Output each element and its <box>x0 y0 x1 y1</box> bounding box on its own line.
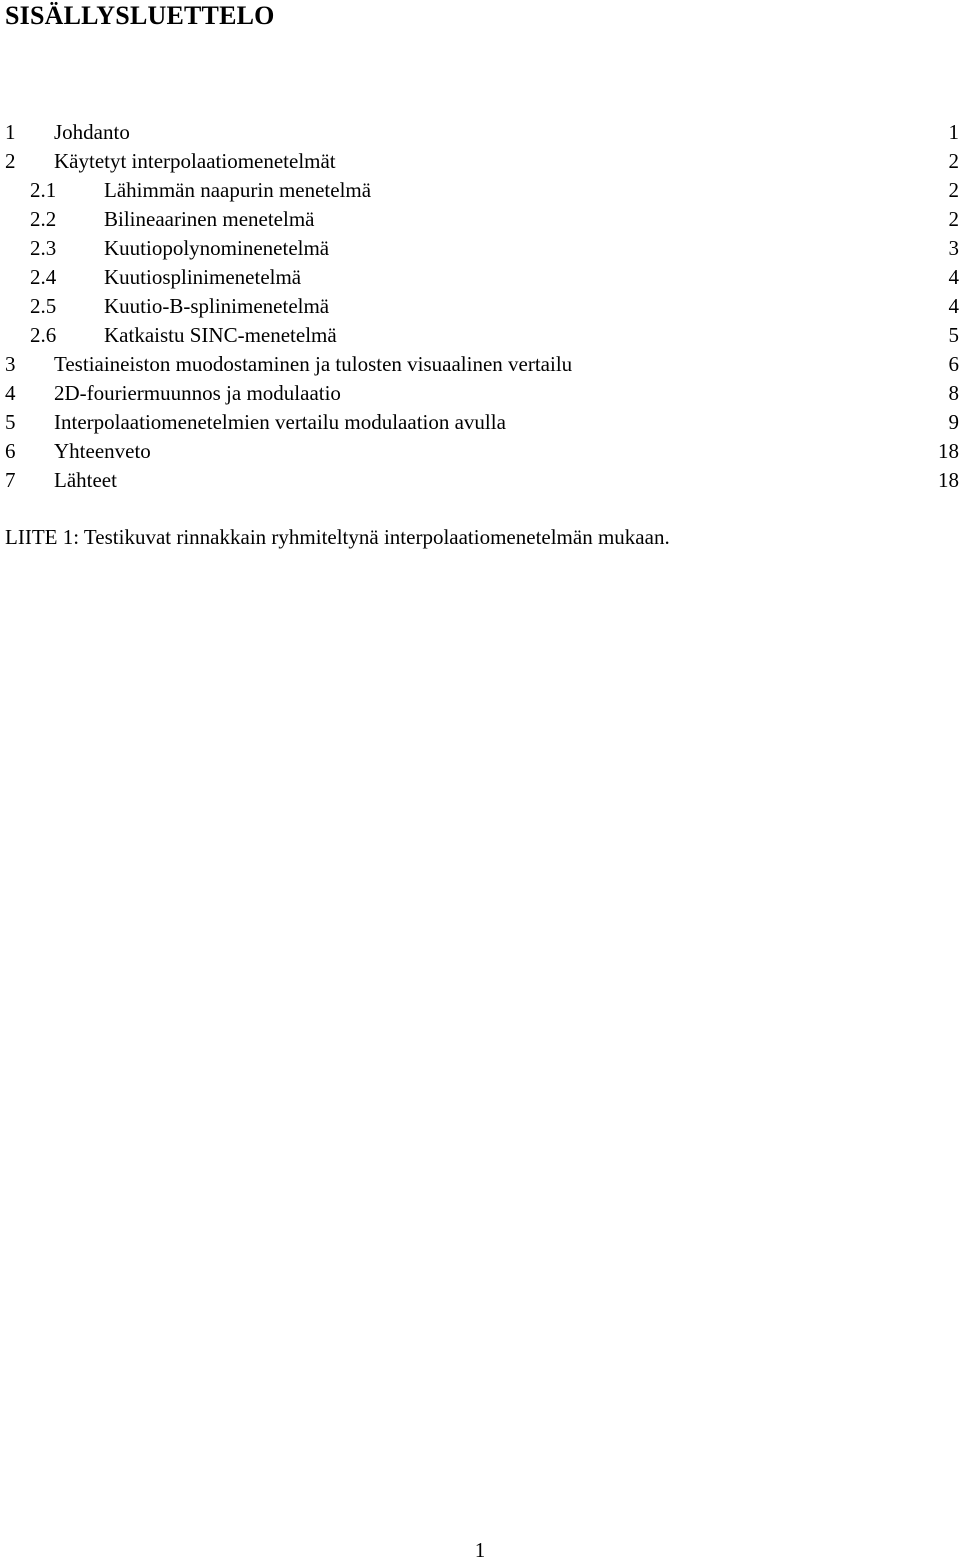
toc-entry[interactable] <box>0 147 960 176</box>
toc-entry-page: 2 <box>948 149 959 173</box>
toc-entry[interactable] <box>0 205 960 234</box>
toc-entry-number: 3 <box>5 352 16 376</box>
toc-entry-page: 18 <box>938 468 959 492</box>
toc-entry[interactable] <box>0 118 960 147</box>
toc-entry-number: 2.5 <box>30 294 57 318</box>
toc-entry-page: 2 <box>948 207 959 231</box>
toc-entry[interactable] <box>0 263 960 292</box>
toc-entry[interactable] <box>0 466 960 495</box>
toc-entry-page: 6 <box>948 352 959 376</box>
toc-entry-number: 2.4 <box>30 265 57 289</box>
toc-entry-page: 4 <box>948 294 959 318</box>
table-of-contents <box>0 118 960 495</box>
toc-entry-number: 6 <box>5 439 16 463</box>
toc-entry-page: 18 <box>938 439 959 463</box>
toc-entry[interactable] <box>0 321 960 350</box>
toc-entry-title: Bilineaarinen menetelmä <box>104 207 315 231</box>
toc-entry-title: 2D-fouriermuunnos ja modulaatio <box>54 381 341 405</box>
toc-entry-title: Katkaistu SINC-menetelmä <box>104 323 337 347</box>
toc-entry-page: 1 <box>948 120 959 144</box>
toc-entry-page: 5 <box>948 323 959 347</box>
toc-entry-title: Kuutiosplinimenetelmä <box>104 265 302 289</box>
toc-entry-page: 8 <box>948 381 959 405</box>
toc-entry-page: 9 <box>948 410 959 434</box>
page-title: SISÄLLYSLUETTELO <box>5 1 275 30</box>
toc-entry[interactable] <box>0 350 960 379</box>
appendix-entry: LIITE 1: Testikuvat rinnakkain ryhmiteltynä interpolaatiomenetelmän mukaan. <box>5 525 670 549</box>
toc-entry-page: 3 <box>948 236 959 260</box>
toc-entry-title: Lähteet <box>54 468 117 492</box>
toc-entry-number: 2.3 <box>30 236 57 260</box>
toc-entry-title: Testiaineiston muodostaminen ja tulosten visuaalinen vertailu <box>54 352 573 376</box>
toc-entry[interactable] <box>0 437 960 466</box>
toc-entry-title: Interpolaatiomenetelmien vertailu modulaation avulla <box>54 410 506 434</box>
toc-entry[interactable] <box>0 176 960 205</box>
toc-entry-number: 7 <box>5 468 16 492</box>
toc-entry-page: 4 <box>948 265 959 289</box>
toc-entry-title: Käytetyt interpolaatiomenetelmät <box>54 149 336 173</box>
toc-entry-title: Yhteenveto <box>54 439 151 463</box>
toc-entry-title: Johdanto <box>54 120 130 144</box>
toc-entry-number: 2.1 <box>30 178 57 202</box>
toc-entry-page: 2 <box>948 178 959 202</box>
toc-entry[interactable] <box>0 234 960 263</box>
toc-entry[interactable] <box>0 292 960 321</box>
toc-entry-title: Kuutio-B-splinimenetelmä <box>104 294 330 318</box>
toc-entry-title: Lähimmän naapurin menetelmä <box>104 178 372 202</box>
toc-entry-number: 4 <box>5 381 16 405</box>
toc-entry-number: 2.2 <box>30 207 57 231</box>
toc-entry[interactable] <box>0 379 960 408</box>
toc-entry-number: 1 <box>5 120 16 144</box>
toc-entry-number: 5 <box>5 410 16 434</box>
toc-entry-number: 2 <box>5 149 16 173</box>
toc-entry-title: Kuutiopolynominenetelmä <box>104 236 330 260</box>
page-number: 1 <box>474 1538 486 1562</box>
toc-entry-number: 2.6 <box>30 323 57 347</box>
toc-entry[interactable] <box>0 408 960 437</box>
